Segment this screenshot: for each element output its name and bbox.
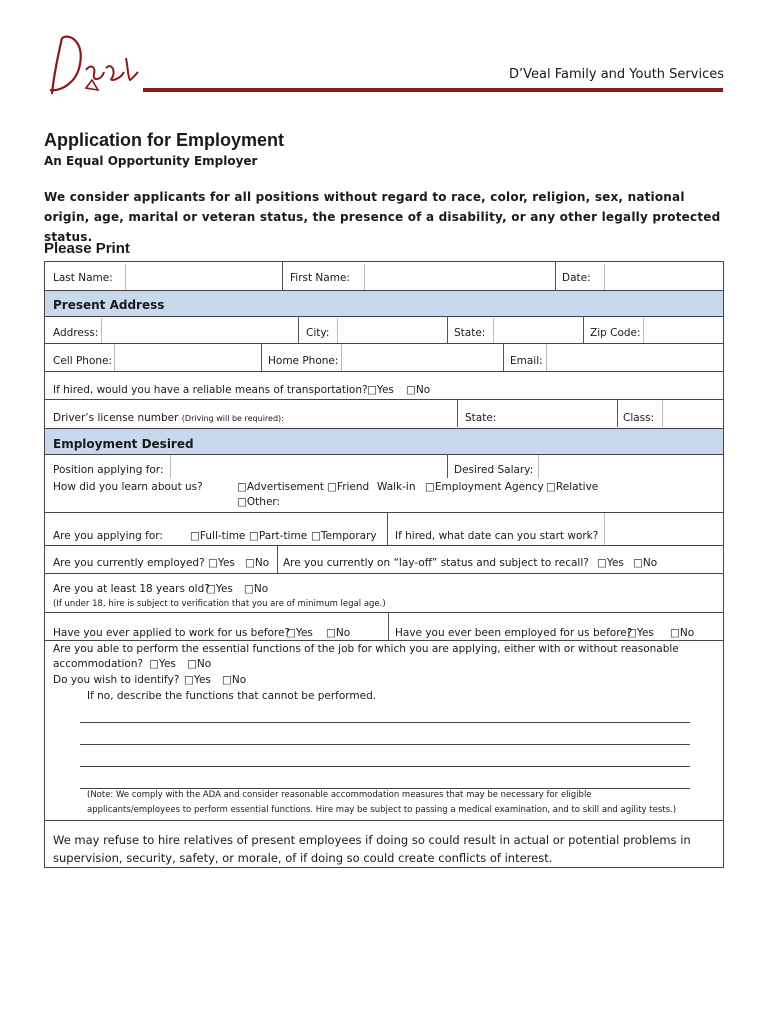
temporary-label: Temporary bbox=[320, 530, 377, 542]
parttime-label: Part-time bbox=[258, 530, 308, 542]
please-print-heading: Please Print bbox=[44, 240, 130, 257]
applying-for-label: Are you applying for: bbox=[53, 530, 163, 542]
identify-no-checkbox[interactable] bbox=[222, 674, 246, 686]
license-state-input[interactable] bbox=[500, 400, 616, 427]
employed-before-yes-checkbox[interactable] bbox=[627, 627, 654, 639]
identify-question: Do you wish to identify? bbox=[53, 674, 180, 686]
employed-no-checkbox[interactable] bbox=[245, 557, 269, 569]
perform-question-line2: accommodation? bbox=[53, 658, 144, 670]
class-input[interactable] bbox=[663, 400, 722, 427]
start-date-question: If hired, what date can you start work? bbox=[395, 530, 599, 542]
present-address-header: Present Address bbox=[53, 298, 165, 312]
license-number-input[interactable] bbox=[283, 400, 456, 427]
describe-line-2[interactable] bbox=[80, 744, 690, 745]
position-input[interactable] bbox=[171, 455, 446, 478]
page-title: Application for Employment bbox=[44, 130, 285, 150]
employed-no-label: No bbox=[254, 557, 270, 569]
home-phone-input[interactable] bbox=[342, 344, 502, 371]
layoff-no-label: No bbox=[642, 557, 658, 569]
first-name-input[interactable] bbox=[365, 264, 554, 290]
logo-mark bbox=[40, 28, 140, 103]
describe-line-3[interactable] bbox=[80, 766, 690, 767]
perform-no-checkbox[interactable] bbox=[187, 658, 211, 670]
logo bbox=[40, 28, 140, 103]
applied-no-checkbox[interactable] bbox=[326, 627, 350, 639]
employed-question: Are you currently employed? bbox=[53, 557, 205, 569]
cell-phone-input[interactable] bbox=[115, 344, 260, 371]
employed-yes-checkbox[interactable] bbox=[208, 557, 235, 569]
last-name-input[interactable] bbox=[126, 264, 281, 290]
license-label bbox=[53, 412, 284, 424]
identify-yes-checkbox[interactable] bbox=[184, 674, 211, 686]
layoff-question: Are you currently on “lay-off” status and subject to recall? bbox=[283, 557, 589, 569]
state-label: State: bbox=[454, 327, 486, 339]
zip-label: Zip Code: bbox=[590, 327, 641, 339]
describe-line-4[interactable] bbox=[80, 788, 690, 789]
age-yes-checkbox[interactable] bbox=[206, 583, 233, 595]
learn-friend-label: Friend bbox=[336, 481, 370, 493]
identify-no-label: No bbox=[231, 674, 247, 686]
learn-relative-checkbox[interactable] bbox=[546, 481, 598, 493]
fulltime-checkbox[interactable] bbox=[190, 530, 245, 542]
home-phone-label: Home Phone: bbox=[268, 355, 339, 367]
employed-yes-label: Yes bbox=[217, 557, 235, 569]
org-name: D’Veal Family and Youth Services bbox=[509, 67, 724, 82]
header-rule bbox=[143, 88, 723, 92]
temporary-checkbox[interactable] bbox=[311, 530, 377, 542]
intro-text: We consider applicants for all positions without regard to race, color, religion, sex, national origin, age, marital or veteran status, the presence of a disability, or any other legally protected status. bbox=[44, 190, 721, 244]
salary-label: Desired Salary: bbox=[454, 464, 534, 476]
class-label: Class: bbox=[623, 412, 655, 424]
employed-before-yes-label: Yes bbox=[636, 627, 654, 639]
layoff-yes-checkbox[interactable] bbox=[597, 557, 624, 569]
perform-no-label: No bbox=[196, 658, 212, 670]
age-no-label: No bbox=[253, 583, 269, 595]
perform-yes-label: Yes bbox=[158, 658, 176, 670]
transport-question: If hired, would you have a reliable means of transportation? bbox=[53, 384, 368, 396]
ada-note-line2: applicants/employees to perform essential functions. Hire may be subject to passing a medical examination, and to skill and agility tests.) bbox=[87, 805, 677, 815]
employed-before-no-label: No bbox=[679, 627, 695, 639]
employed-before-no-checkbox[interactable] bbox=[670, 627, 694, 639]
cell-phone-label: Cell Phone: bbox=[53, 355, 113, 367]
applied-before-question: Have you ever applied to work for us before? bbox=[53, 627, 291, 639]
learn-advertisement-label: Advertisement bbox=[246, 481, 325, 493]
describe-line-1[interactable] bbox=[80, 722, 690, 723]
applied-yes-checkbox[interactable] bbox=[286, 627, 313, 639]
applied-no-label: No bbox=[335, 627, 351, 639]
layoff-no-checkbox[interactable] bbox=[633, 557, 657, 569]
position-label: Position applying for: bbox=[53, 464, 164, 476]
transport-no-checkbox[interactable] bbox=[406, 384, 430, 396]
transport-no-label: No bbox=[415, 384, 431, 396]
transport-yes-label: Yes bbox=[376, 384, 394, 396]
license-label-text: Driver’s license number bbox=[53, 412, 179, 424]
email-label: Email: bbox=[510, 355, 543, 367]
city-label: City: bbox=[306, 327, 330, 339]
age-note: (If under 18, hire is subject to verification that you are of minimum legal age.) bbox=[53, 599, 386, 609]
learn-friend-checkbox[interactable] bbox=[327, 481, 369, 493]
address-input[interactable] bbox=[102, 318, 297, 343]
learn-advertisement-checkbox[interactable] bbox=[237, 481, 324, 493]
learn-walkin-label[interactable]: Walk-in bbox=[377, 481, 416, 493]
date-input[interactable] bbox=[605, 264, 723, 290]
identify-yes-label: Yes bbox=[193, 674, 211, 686]
learn-question: How did you learn about us? bbox=[53, 481, 203, 493]
applied-yes-label: Yes bbox=[295, 627, 313, 639]
transport-yes-checkbox[interactable] bbox=[367, 384, 394, 396]
city-input[interactable] bbox=[338, 318, 446, 343]
employment-desired-header: Employment Desired bbox=[53, 437, 194, 451]
relatives-line2: supervision, security, safety, or morale, of if doing so could create conflicts of interest. bbox=[53, 851, 553, 865]
license-note: (Driving will be required): bbox=[181, 414, 284, 423]
address-label: Address: bbox=[53, 327, 99, 339]
age-question: Are you at least 18 years old? bbox=[53, 583, 210, 595]
learn-other-checkbox[interactable] bbox=[237, 496, 280, 508]
date-label: Date: bbox=[562, 272, 591, 284]
ada-note-line1: (Note: We comply with the ADA and consider reasonable accommodation measures that may be necessary for eligible bbox=[87, 790, 592, 800]
employed-before-question: Have you ever been employed for us before? bbox=[395, 627, 633, 639]
learn-agency-checkbox[interactable] bbox=[425, 481, 544, 493]
perform-yes-checkbox[interactable] bbox=[149, 658, 176, 670]
first-name-label: First Name: bbox=[290, 272, 350, 284]
learn-relative-label: Relative bbox=[555, 481, 599, 493]
page-subtitle: An Equal Opportunity Employer bbox=[44, 154, 258, 168]
fulltime-label: Full-time bbox=[199, 530, 246, 542]
email-input[interactable] bbox=[547, 344, 722, 371]
learn-agency-label: Employment Agency bbox=[434, 481, 544, 493]
describe-prompt: If no, describe the functions that cannot be performed. bbox=[87, 690, 377, 702]
age-yes-label: Yes bbox=[215, 583, 233, 595]
layoff-yes-label: Yes bbox=[606, 557, 624, 569]
salary-input[interactable] bbox=[539, 455, 722, 478]
start-date-input[interactable] bbox=[605, 513, 722, 545]
state-input[interactable] bbox=[494, 318, 582, 343]
learn-other-label: Other: bbox=[246, 496, 281, 508]
last-name-label: Last Name: bbox=[53, 272, 113, 284]
license-state-label: State: bbox=[465, 412, 497, 424]
zip-input[interactable] bbox=[644, 318, 722, 343]
relatives-line1: We may refuse to hire relatives of present employees if doing so could result in actual or potential problems in bbox=[53, 833, 691, 847]
parttime-checkbox[interactable] bbox=[249, 530, 307, 542]
age-no-checkbox[interactable] bbox=[244, 583, 268, 595]
perform-question-line1: Are you able to perform the essential functions of the job for which you are applying, either with or without reasonable bbox=[53, 643, 679, 655]
